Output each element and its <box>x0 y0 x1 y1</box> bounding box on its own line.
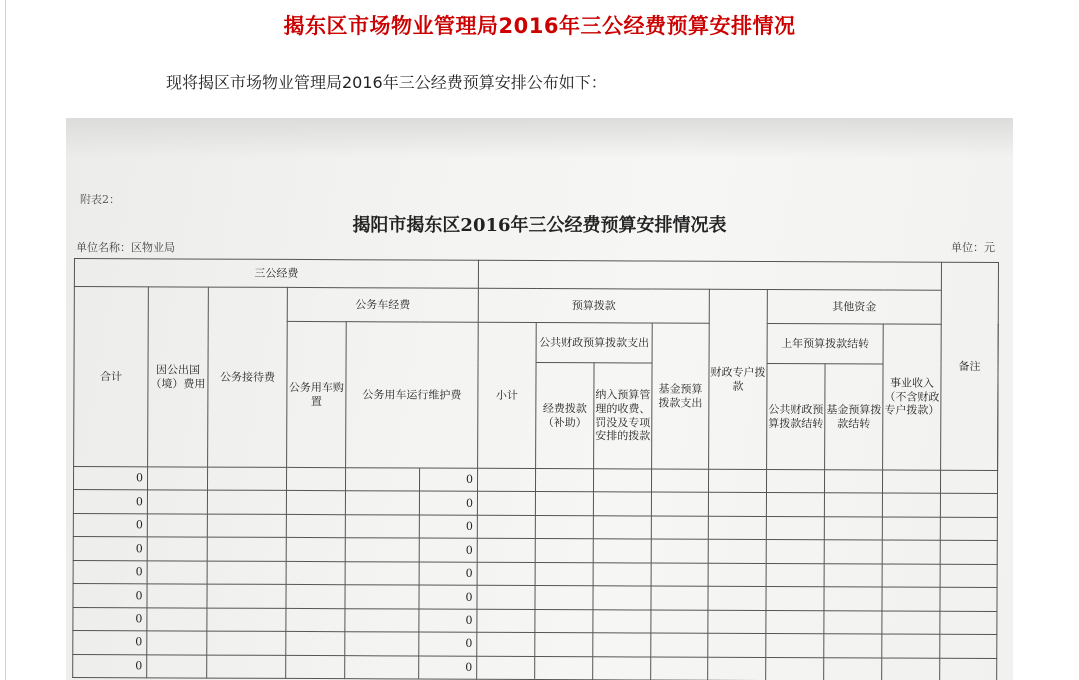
left-border <box>5 0 6 680</box>
currency-unit: 单位：元 <box>951 241 995 254</box>
header-sangong: 三公经费 <box>74 259 478 289</box>
table-row <box>73 654 997 680</box>
header-public-carry: 公共财政预算拨款结转 <box>767 364 825 470</box>
cell-subtotal: 0 <box>419 632 477 656</box>
cell-total: 0 <box>73 607 147 631</box>
header-vehicle: 公务车经费 <box>287 287 478 322</box>
cell-subtotal: 0 <box>419 562 477 586</box>
cell-total: 0 <box>73 631 147 655</box>
unit-name: 单位名称：区物业局 <box>76 241 175 254</box>
budget-table <box>72 258 999 680</box>
document-title: 揭阳市揭东区2016年三公经费预算安排情况表 <box>352 215 727 236</box>
header-career-income: 事业收入（不含财政专户拨款） <box>883 324 942 470</box>
cell-total: 0 <box>73 537 147 561</box>
page-title: 揭东区市场物业管理局2016年三公经费预算安排情况 <box>283 14 796 38</box>
cell-subtotal: 0 <box>419 585 477 609</box>
header-blank <box>478 260 941 290</box>
header-funding: 经费拨款（补助） <box>536 363 594 469</box>
document-photo <box>66 118 1013 680</box>
header-remark: 备注 <box>941 262 999 470</box>
header-included: 纳入预算管理的收费、罚没及专项安排的拨款 <box>594 363 652 469</box>
cell-subtotal: 0 <box>419 538 477 562</box>
header-fund-budget: 基金预算拨款支出 <box>652 323 710 469</box>
cell-total: 0 <box>73 654 147 678</box>
header-special: 财政专户拨款 <box>709 289 768 469</box>
cell-total: 0 <box>73 513 147 537</box>
cell-total: 0 <box>73 467 147 491</box>
header-vehicle-maint: 公务用车运行维护费 <box>346 322 479 469</box>
header-reception: 公务接待费 <box>208 287 288 467</box>
header-carryover: 上年预算拨款结转 <box>767 324 883 365</box>
header-other: 其他资金 <box>767 290 941 325</box>
cell-subtotal: 0 <box>419 491 477 515</box>
intro-text: 现将揭区市场物业管理局2016年三公经费预算安排公布如下： <box>166 73 607 92</box>
attachment-label: 附表2： <box>80 193 120 206</box>
cell-total: 0 <box>73 584 147 608</box>
cell-subtotal: 0 <box>419 515 477 539</box>
header-budget: 预算拨款 <box>478 288 709 323</box>
cell-subtotal: 0 <box>419 468 477 492</box>
cell-subtotal: 0 <box>419 609 477 633</box>
cell-total: 0 <box>73 560 147 584</box>
header-fund-carry: 基金预算拨款结转 <box>825 364 883 470</box>
header-abroad: 因公出国（境）费用 <box>148 287 209 467</box>
header-vehicle-purchase: 公务用车购置 <box>287 321 347 467</box>
header-total: 合计 <box>74 287 149 467</box>
cell-subtotal: 0 <box>419 656 477 680</box>
header-subtotal: 小计 <box>478 322 537 468</box>
header-public-fin: 公共财政预算拨款支出 <box>536 323 652 364</box>
cell-total: 0 <box>73 490 147 514</box>
photo-shadow <box>66 118 1013 158</box>
